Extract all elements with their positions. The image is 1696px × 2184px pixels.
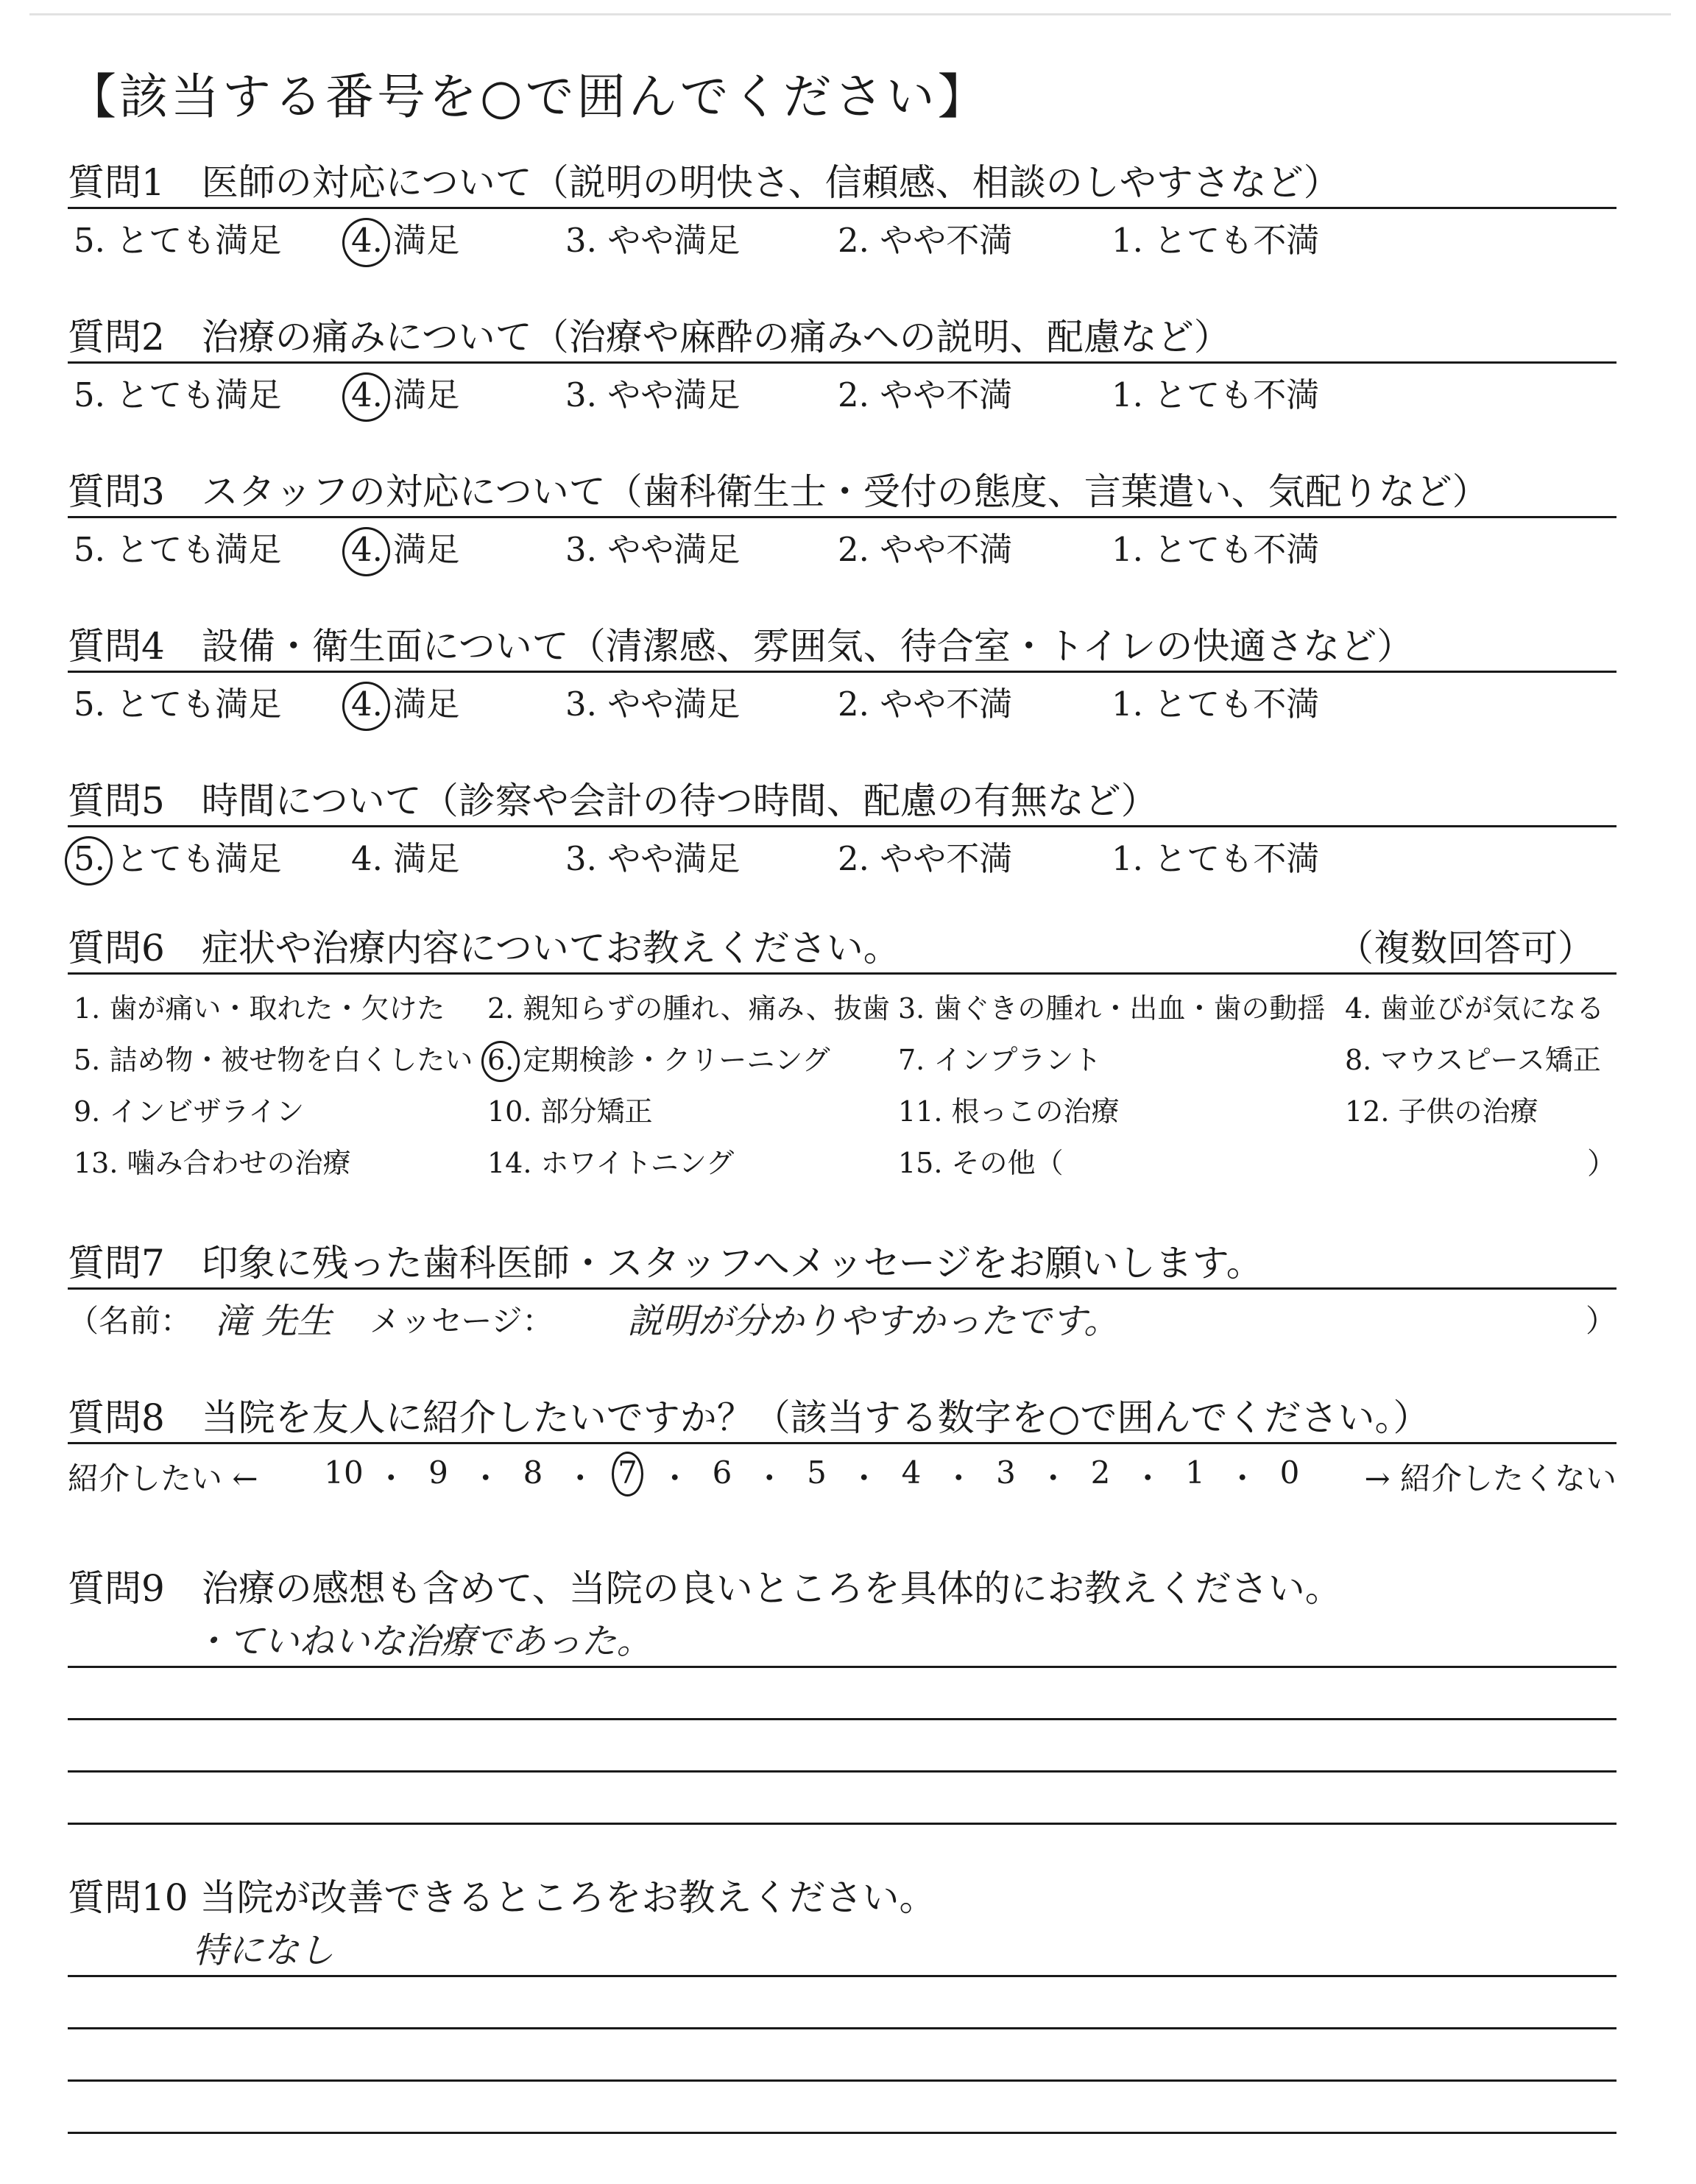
question-6 <box>68 924 1616 1181</box>
rating-option[interactable]: 5. とても満足 <box>74 375 282 414</box>
rating-option[interactable] <box>351 213 459 261</box>
form-header: 【該当する番号を○で囲んでください】 <box>68 68 989 125</box>
question-2-title: 質問2 治療の痛みについて（治療や麻酔の痛みへの説明、配慮など） <box>68 316 1231 358</box>
scale-number[interactable]: 3 <box>996 1455 1016 1491</box>
question-8 <box>68 1393 1616 1496</box>
rating-option[interactable]: 2. やや不満 <box>838 530 1013 569</box>
scale-separator: ・ <box>375 1460 407 1496</box>
rating-option[interactable] <box>351 368 459 416</box>
rating-option[interactable] <box>74 832 281 880</box>
symptom-option[interactable]: 13. 噛み合わせの治療 <box>74 1147 351 1179</box>
selected-circle-mark: 5. <box>74 839 105 878</box>
message-label: メッセージ： <box>370 1303 554 1339</box>
question-8-title: 質問8 当院を友人に紹介したいですか？（該当する数字を○で囲んでください。） <box>68 1396 1430 1439</box>
recommend-scale <box>68 1444 1616 1496</box>
rating-option[interactable]: 3. やや満足 <box>565 530 741 569</box>
question-2 <box>68 313 1616 412</box>
question-9 <box>68 1564 1616 1875</box>
rating-option[interactable]: 5. とても満足 <box>74 685 282 724</box>
rating-option[interactable]: 4. 満足 <box>351 839 460 878</box>
symptom-option[interactable]: 14. ホワイトニング <box>487 1147 735 1179</box>
rating-option[interactable]: 3. やや満足 <box>565 839 741 878</box>
symptom-option[interactable]: 1. 歯が痛い・取れた・欠けた <box>74 992 445 1025</box>
page-edge <box>29 13 1671 15</box>
question-5 <box>68 777 1616 876</box>
scale-number[interactable]: 5 <box>807 1455 827 1491</box>
scale-left-label: 紹介したい ← <box>68 1460 258 1496</box>
scale-separator: ・ <box>754 1460 785 1496</box>
answer-line <box>68 1975 1616 1977</box>
symptom-option[interactable]: 9. インビザライン <box>74 1095 305 1128</box>
rating-option[interactable]: 3. やや満足 <box>565 685 741 724</box>
rating-option[interactable]: 2. やや不満 <box>838 685 1013 724</box>
scale-separator: ・ <box>1132 1460 1164 1496</box>
rating-option[interactable]: 2. やや不満 <box>838 221 1013 260</box>
answer-line <box>68 2132 1616 2134</box>
question-10-title: 質問10 当院が改善できるところをお教えください。 <box>68 1876 936 1919</box>
symptom-option-label: 定期検診・クリーニング <box>514 1044 830 1076</box>
question-10 <box>68 1873 1616 2184</box>
question-9-title: 質問9 治療の感想も含めて、当院の良いところを具体的にお教えください。 <box>68 1567 1342 1610</box>
selected-circle-mark: 4. <box>351 530 383 569</box>
scale-separator: ・ <box>1037 1460 1069 1496</box>
answer-line <box>68 1823 1616 1825</box>
selected-circle-mark: 4. <box>351 685 383 724</box>
symptom-option[interactable] <box>487 1037 830 1078</box>
symptom-option[interactable]: 15. その他（ <box>898 1147 1064 1179</box>
scale-number[interactable]: 6 <box>712 1455 732 1491</box>
scale-number[interactable] <box>602 1455 654 1491</box>
scale-separator: ・ <box>565 1460 596 1496</box>
rating-option[interactable]: 5. とても満足 <box>74 221 282 260</box>
rating-option-label: とても満足 <box>105 839 282 878</box>
symptom-option[interactable]: 8. マウスピース矯正 <box>1345 1044 1601 1076</box>
symptom-option[interactable]: 12. 子供の治療 <box>1345 1095 1538 1128</box>
rating-option[interactable]: 1. とても不満 <box>1112 530 1320 569</box>
rating-option[interactable] <box>351 677 459 725</box>
question-5-title: 質問5 時間について（診察や会計の待つ時間、配慮の有無など） <box>68 780 1158 822</box>
rating-option-label: 満足 <box>382 375 460 414</box>
answer-line <box>68 1770 1616 1773</box>
scale-right-label: → 紹介したくない <box>1364 1460 1616 1496</box>
scale-number[interactable]: 10 <box>324 1455 364 1491</box>
scale-separator: ・ <box>943 1460 975 1496</box>
question-3 <box>68 467 1616 567</box>
good-points-answer[interactable]: ・ていねいな治療であった。 <box>193 1621 652 1662</box>
question-3-title: 質問3 スタッフの対応について（歯科衛生士・受付の態度、言葉遣い、気配りなど） <box>68 470 1489 513</box>
selected-circle-mark: 4. <box>351 221 383 260</box>
message-value[interactable]: 説明が分かりやすかったです。 <box>627 1301 1120 1342</box>
question-1 <box>68 158 1616 258</box>
question-7-title: 質問7 印象に残った歯科医師・スタッフへメッセージをお願いします。 <box>68 1242 1263 1284</box>
scale-number[interactable]: 4 <box>901 1455 922 1491</box>
selected-circle-mark: 7 <box>618 1455 637 1491</box>
scale-number[interactable]: 0 <box>1279 1455 1300 1491</box>
scale-separator: ・ <box>1226 1460 1258 1496</box>
name-value[interactable]: 滝 先生 <box>215 1301 333 1342</box>
answer-line <box>68 2027 1616 2029</box>
rating-option[interactable]: 1. とても不満 <box>1112 839 1320 878</box>
rating-options <box>68 673 1616 724</box>
answer-line <box>68 1666 1616 1668</box>
symptom-option[interactable]: 2. 親知らずの腫れ、痛み、抜歯 <box>487 992 890 1025</box>
scale-number[interactable]: 2 <box>1090 1455 1111 1491</box>
symptom-option[interactable]: 10. 部分矯正 <box>487 1095 653 1128</box>
question-4 <box>68 622 1616 724</box>
symptom-option[interactable]: 5. 詰め物・被せ物を白くしたい <box>74 1044 473 1076</box>
rating-option[interactable]: 3. やや満足 <box>565 221 741 260</box>
selected-circle-mark: 6. <box>487 1044 515 1076</box>
question-4-title: 質問4 設備・衛生面について（清潔感、雰囲気、待合室・トイレの快適さなど） <box>68 625 1414 668</box>
symptom-option[interactable]: 3. 歯ぐきの腫れ・出血・歯の動揺 <box>898 992 1326 1025</box>
rating-options <box>68 209 1616 258</box>
answer-line <box>68 2079 1616 2082</box>
rating-options <box>68 364 1616 412</box>
question-1-title: 質問1 医師の対応について（説明の明快さ、信頼感、相談のしやすさなど） <box>68 161 1340 204</box>
message-close-paren: ） <box>1585 1303 1616 1339</box>
multiple-answers-note: （複数回答可） <box>1337 927 1594 969</box>
rating-option[interactable] <box>351 523 459 570</box>
rating-option[interactable]: 2. やや不満 <box>838 375 1013 414</box>
rating-option[interactable]: 1. とても不満 <box>1112 375 1320 414</box>
answer-line <box>68 1718 1616 1720</box>
symptom-option[interactable]: 11. 根っこの治療 <box>898 1095 1120 1128</box>
question-6-title: 質問6 症状や治療内容についてお教えください。 <box>68 927 900 969</box>
name-label: （名前： <box>68 1303 192 1339</box>
rating-option[interactable]: 1. とても不満 <box>1112 221 1320 260</box>
question-6-rule <box>68 972 1616 975</box>
scale-number[interactable]: 9 <box>428 1455 448 1491</box>
rating-option[interactable]: 2. やや不満 <box>838 839 1013 878</box>
scale-separator: ・ <box>470 1460 501 1496</box>
scale-separator: ・ <box>848 1460 880 1496</box>
symptom-options <box>68 986 1616 1199</box>
rating-option-label: 満足 <box>382 221 460 260</box>
scale-number[interactable]: 8 <box>523 1455 543 1491</box>
rating-option[interactable]: 3. やや満足 <box>565 375 741 414</box>
selected-circle-mark: 4. <box>351 375 383 414</box>
scale-separator: ・ <box>659 1460 690 1496</box>
symptom-option[interactable]: 4. 歯並びが気になる <box>1345 992 1605 1025</box>
rating-option[interactable]: 5. とても満足 <box>74 530 282 569</box>
rating-options <box>68 827 1616 876</box>
rating-option-label: 満足 <box>382 530 460 569</box>
rating-option-label: 満足 <box>382 685 460 724</box>
scale-number[interactable]: 1 <box>1185 1455 1205 1491</box>
other-close-paren: ） <box>1587 1147 1616 1181</box>
rating-option[interactable]: 1. とても不満 <box>1112 685 1320 724</box>
symptom-option[interactable]: 7. インプラント <box>898 1044 1102 1076</box>
improvement-answer[interactable]: 特になし <box>193 1930 335 1971</box>
rating-options <box>68 518 1616 567</box>
question-7 <box>68 1239 1616 1349</box>
